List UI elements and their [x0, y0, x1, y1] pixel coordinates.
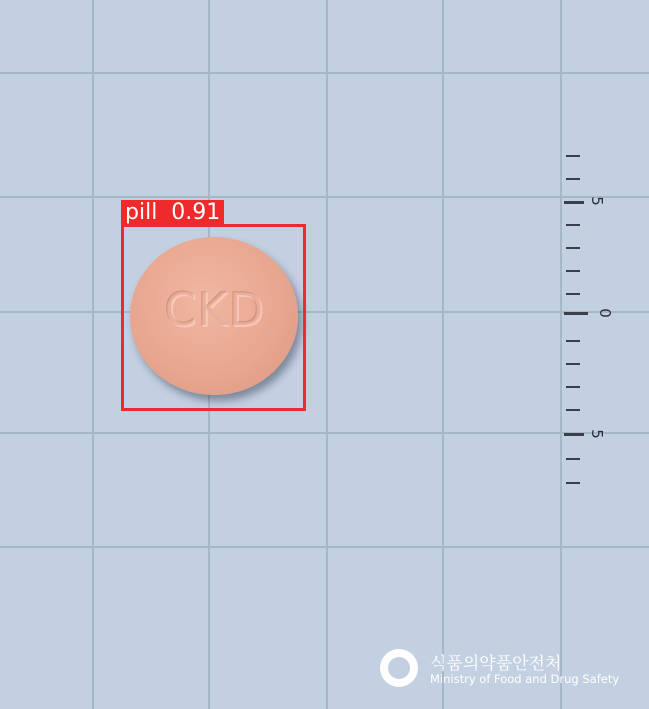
- ministry-name-korean: 식품의약품안전처: [430, 654, 562, 674]
- pill-imprint: CKD: [164, 283, 266, 337]
- detection-label: pill 0.91: [121, 200, 224, 225]
- grid-line-vertical: [326, 0, 328, 709]
- grid-line-horizontal: [0, 546, 649, 548]
- ruler-tick: [566, 386, 580, 388]
- grid-line-vertical: [92, 0, 94, 709]
- grid-line-horizontal: [0, 196, 649, 198]
- ruler-tick: [566, 178, 580, 180]
- emblem-swirl: [388, 657, 410, 679]
- ministry-name-english: Ministry of Food and Drug Safety: [430, 672, 620, 686]
- measurement-ruler: [560, 140, 620, 500]
- ruler-label: 5: [587, 196, 606, 206]
- grid-line-vertical: [442, 0, 444, 709]
- ministry-emblem-icon: [380, 649, 418, 687]
- ruler-tick: [566, 458, 580, 460]
- ruler-tick: [566, 247, 580, 249]
- ruler-tick: [566, 270, 580, 272]
- ruler-label: 0: [595, 308, 614, 318]
- ruler-tick: [564, 201, 584, 204]
- ruler-tick: [566, 340, 580, 342]
- ruler-tick: [564, 312, 588, 315]
- ruler-tick: [564, 433, 584, 436]
- ruler-label: 5: [587, 429, 606, 439]
- ministry-watermark: [380, 647, 630, 692]
- grid-line-horizontal: [0, 72, 649, 74]
- grid-line-horizontal: [0, 311, 649, 313]
- ruler-tick: [566, 482, 580, 484]
- grid-line-horizontal: [0, 432, 649, 434]
- ruler-tick: [566, 363, 580, 365]
- ruler-tick: [566, 224, 580, 226]
- ruler-tick: [566, 409, 580, 411]
- ruler-tick: [566, 155, 580, 157]
- detection-bounding-box: [121, 224, 306, 411]
- ruler-tick: [566, 293, 580, 295]
